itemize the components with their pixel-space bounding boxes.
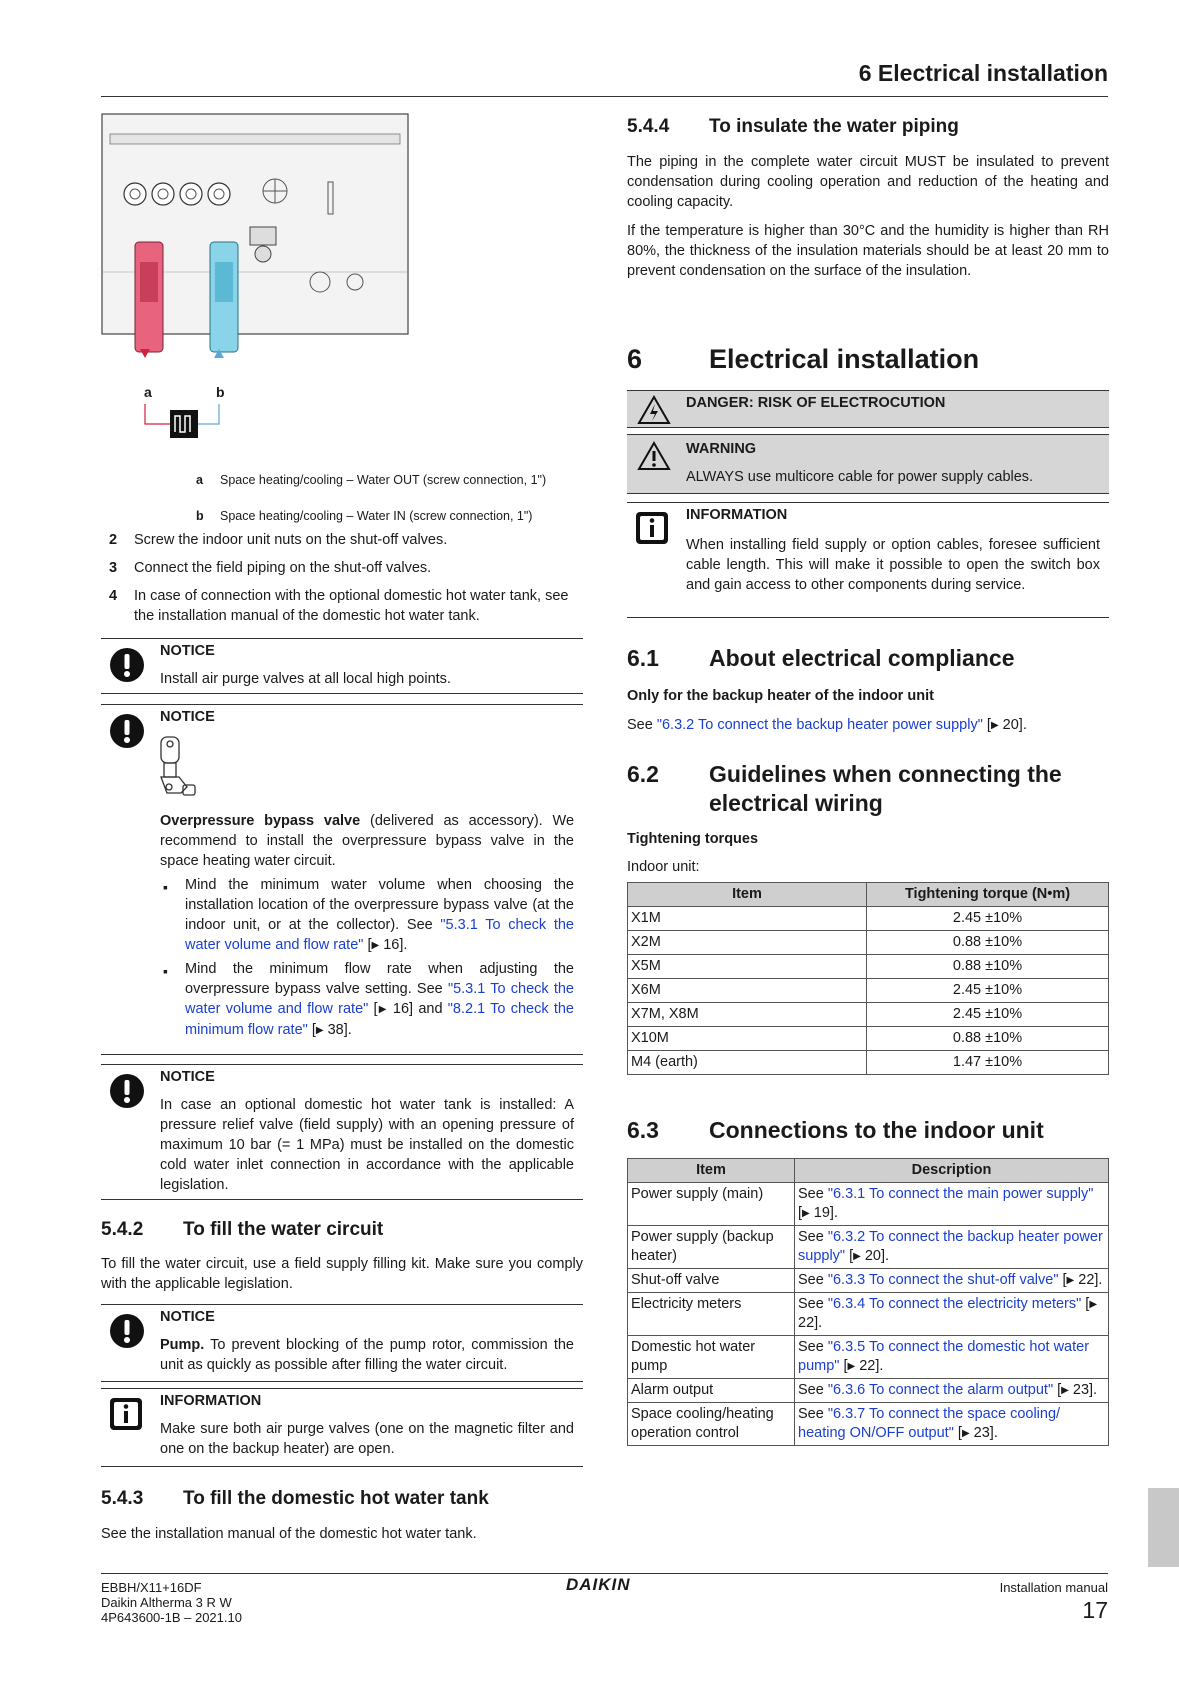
notice-text (160, 1335, 574, 1375)
notice-box (101, 638, 583, 694)
section-title: To fill the domestic hot water tank (183, 1488, 489, 1509)
column-header: Item (628, 1159, 795, 1183)
table-cell: Domestic hot water pump (628, 1336, 795, 1379)
column-header: Item (628, 883, 867, 907)
page-ref: 23]. (969, 1425, 998, 1441)
step-text: Connect the field piping on the shut-off valves. (134, 560, 432, 576)
table-row (628, 1183, 1109, 1226)
step-text: Screw the indoor unit nuts on the shut-off valves. (134, 532, 448, 548)
section-title: Connections to the indoor unit (709, 1117, 1044, 1143)
table-cell: X5M (628, 955, 867, 979)
page-ref: 22]. (1074, 1272, 1103, 1288)
notice-title: NOTICE (160, 709, 215, 725)
notice-box (101, 704, 583, 1055)
page-arrow-icon: ▶ (377, 1004, 388, 1015)
table-cell: 2.45 ±10% (867, 1003, 1109, 1027)
chapter-6-heading (627, 344, 979, 375)
table-cell: 2.45 ±10% (867, 907, 1109, 931)
link-6-3-2[interactable]: "6.3.2 To connect the backup heater power supply" (798, 1229, 1103, 1264)
table-row (628, 1051, 1109, 1075)
table-cell: 0.88 ±10% (867, 931, 1109, 955)
page-arrow-icon: ▶ (847, 1361, 856, 1372)
table-row (628, 1027, 1109, 1051)
table-row (628, 1003, 1109, 1027)
section-title: To fill the water circuit (183, 1219, 384, 1240)
warning-title: WARNING (686, 441, 757, 457)
information-box (627, 502, 1109, 618)
section-5-4-3-text: See the installation manual of the domestic hot water tank. (101, 1526, 477, 1542)
step-number: 2 (109, 532, 118, 548)
section-number: 5.4.3 (101, 1488, 144, 1509)
page-ref: 20]. (860, 1248, 890, 1264)
section-number: 6.3 (627, 1117, 659, 1143)
table-row (628, 931, 1109, 955)
link-6-3-6[interactable]: "6.3.6 To connect the alarm output" (827, 1382, 1054, 1398)
section-6-1-heading (627, 644, 1014, 673)
link-5-3-1[interactable]: "5.3.1 To check the water volume and flow rate" (185, 981, 574, 1017)
footer-product: Daikin Altherma 3 R W (101, 1595, 232, 1610)
table-row (628, 955, 1109, 979)
page-number: 17 (1082, 1597, 1108, 1623)
notice-box (101, 1304, 583, 1382)
footer-model: EBBH/X11+16DF (101, 1580, 202, 1595)
section-6-3-heading (627, 1116, 1044, 1145)
section-title: To insulate the water piping (709, 116, 959, 137)
information-box (101, 1388, 583, 1467)
step-text: In case of connection with the optional domestic hot water tank, see the installation manual of the domestic hot water tank. (134, 588, 569, 624)
link-6-3-1[interactable]: "6.3.1 To connect the main power supply" (827, 1186, 1094, 1202)
table-row (628, 1379, 1109, 1403)
footer-doc-number: 4P643600-1B – 2021.10 (101, 1610, 242, 1625)
section-6-1-text: See "6.3.2 To connect the backup heater power supply" [▶ 20]. (627, 717, 1027, 733)
bypass-valve-text (160, 811, 574, 871)
page-arrow-icon: ▶ (371, 940, 380, 951)
table-cell: See "6.3.3 To connect the shut-off valve" [▶ 22]. (795, 1269, 1109, 1293)
page-ref: 20]. (998, 717, 1027, 733)
warning-box (627, 434, 1109, 494)
bullet-2: ▪ (163, 963, 168, 979)
table-cell: X10M (628, 1027, 867, 1051)
table-cell: M4 (earth) (628, 1051, 867, 1075)
daikin-logo: DAIKIN (566, 1575, 631, 1594)
table-cell: 0.88 ±10% (867, 955, 1109, 979)
table-cell: Alarm output (628, 1379, 795, 1403)
table-cell: See "6.3.2 To connect the backup heater power supply" [▶ 20]. (795, 1226, 1109, 1269)
danger-box (627, 390, 1109, 428)
indoor-unit-diagram (100, 112, 410, 462)
table-cell: Electricity meters (628, 1293, 795, 1336)
page-ref: 38]. (323, 1022, 352, 1038)
exclamation-icon (109, 713, 145, 749)
figure-label-a: a (144, 384, 152, 400)
table-cell: See "6.3.6 To connect the alarm output" [▶ 23]. (795, 1379, 1109, 1403)
steps-list (109, 530, 584, 630)
page-ref: 16] and (387, 1001, 448, 1017)
page-ref: 16]. (379, 937, 408, 953)
info-text: When installing field supply or option cables, foresee sufficient cable length. This will make it possible to open the switch box and gain access to other components during service. (686, 537, 1100, 593)
link-6-3-4[interactable]: "6.3.4 To connect the electricity meters" (827, 1296, 1082, 1312)
page-arrow-icon: ▶ (990, 720, 999, 731)
notice-title: NOTICE (160, 1309, 215, 1325)
page-ref: 19]. (809, 1205, 838, 1221)
notice-box (101, 1064, 583, 1200)
bypass-valve-icon (157, 735, 203, 799)
chapter-number: 6 (627, 344, 643, 374)
bullet-1: ▪ (163, 879, 168, 895)
warning-icon (637, 441, 671, 471)
section-title-line: electrical wiring (709, 790, 883, 816)
info-title: INFORMATION (160, 1393, 262, 1409)
running-header: 6 Electrical installation (858, 60, 1108, 86)
section-5-4-2-heading (101, 1219, 383, 1241)
section-number: 6.1 (627, 645, 659, 671)
exclamation-icon (109, 647, 145, 683)
notice-title: NOTICE (160, 1069, 215, 1085)
page-ref: 22]. (855, 1358, 884, 1374)
header-rule (101, 96, 1108, 97)
footer-rule (101, 1573, 1108, 1574)
bypass-valve-rest: (delivered as accessory). We recommend to install the overpressure bypass valve in the space heating water circuit. (160, 813, 575, 869)
page-arrow-icon: ▶ (1066, 1275, 1075, 1286)
column-header: Tightening torque (N•m) (867, 883, 1109, 907)
torque-table (627, 882, 1109, 1075)
section-title: About electrical compliance (709, 645, 1015, 671)
table-cell: X2M (628, 931, 867, 955)
figure-legend (196, 472, 586, 532)
info-icon (109, 1397, 143, 1431)
section-5-4-4-para-1: The piping in the complete water circuit MUST be insulated to prevent condensation during cooling operation and reduction of the heating and cooling capacity. (627, 154, 1109, 210)
legend-text: Space heating/cooling – Water IN (screw connection, 1") (220, 509, 533, 523)
section-6-2-heading (627, 760, 1062, 818)
legend-key: a (196, 473, 203, 487)
page-arrow-icon: ▶ (961, 1428, 970, 1439)
page-arrow-icon: ▶ (802, 1208, 810, 1219)
tightening-torques-subheading: Tightening torques (627, 831, 759, 847)
table-cell: X1M (628, 907, 867, 931)
table-row (628, 1293, 1109, 1336)
table-cell: See "6.3.7 To connect the space cooling/ heating ON/OFF output" [▶ 23]. (795, 1403, 1109, 1446)
table-cell: Space cooling/heating operation control (628, 1403, 795, 1446)
column-header: Description (795, 1159, 1109, 1183)
table-cell: X6M (628, 979, 867, 1003)
table-cell: See "6.3.5 To connect the domestic hot water pump" [▶ 22]. (795, 1336, 1109, 1379)
side-tab (1148, 1488, 1179, 1567)
step-number: 4 (109, 588, 118, 604)
warning-text: ALWAYS use multicore cable for power supply cables. (686, 469, 1034, 485)
link-6-3-3[interactable]: "6.3.3 To connect the shut-off valve" (827, 1272, 1059, 1288)
link-6-3-7[interactable]: "6.3.7 To connect the space cooling/ heating ON/OFF output" (798, 1406, 1061, 1441)
section-5-4-3-heading (101, 1488, 489, 1510)
table-row (628, 1336, 1109, 1379)
bullet-2-pre: Mind the minimum flow rate when adjusting the overpressure bypass valve setting. See (185, 961, 574, 997)
exclamation-icon (109, 1313, 145, 1349)
link-5-3-1[interactable]: "5.3.1 To check the water volume and flow rate" (185, 917, 574, 953)
danger-title: DANGER: RISK OF ELECTROCUTION (686, 395, 946, 411)
info-title: INFORMATION (686, 507, 788, 523)
table-row (628, 1269, 1109, 1293)
section-5-4-4-heading (627, 116, 959, 138)
link-6-3-5[interactable]: "6.3.5 To connect the domestic hot water pump" (798, 1339, 1090, 1374)
table-row (628, 1403, 1109, 1446)
table-cell: 1.47 ±10% (867, 1051, 1109, 1075)
notice-text: In case an optional domestic hot water tank is installed: A pressure relief valve (field supply) with an opening pressure of maximum 10 bar (= 1 MPa) must be installed on the domestic cold water inlet connection in accordance with the applicable legislation. (160, 1097, 574, 1193)
step-number: 3 (109, 560, 118, 576)
page-arrow-icon: ▶ (315, 1025, 324, 1036)
bullet-2-text: Mind the minimum flow rate when adjusting the overpressure bypass valve setting. See "5.3.1 To check the water volume and flow rate" [▶ 16] and "8.2.1 To check the minimum flow rate" [▶ 38]. (185, 961, 574, 1038)
figure-label-b: b (216, 384, 225, 400)
pump-text: To prevent blocking of the pump rotor, commission the unit as quickly as possible after filling the water circuit. (160, 1337, 574, 1373)
link-8-2-1[interactable]: "8.2.1 To check the minimum flow rate" (185, 1001, 574, 1038)
bypass-valve-bold: Overpressure bypass valve (160, 813, 361, 829)
page-arrow-icon: ▶ (1061, 1385, 1069, 1396)
exclamation-icon (109, 1073, 145, 1109)
footer-manual-type: Installation manual (999, 1580, 1108, 1595)
legend-text: Space heating/cooling – Water OUT (screw connection, 1") (220, 473, 547, 487)
section-title-line: Guidelines when connecting the (709, 761, 1062, 787)
section-5-4-4-para-2: If the temperature is higher than 30°C and the humidity is higher than RH 80%, the thickness of the insulation materials should be at least 20 mm to prevent condensation on the surface of the insulation. (627, 223, 1109, 279)
table-cell: Power supply (backup heater) (628, 1226, 795, 1269)
chapter-title: Electrical installation (709, 344, 980, 374)
electrocution-warning-icon (637, 395, 671, 425)
notice-title: NOTICE (160, 643, 215, 659)
section-number: 6.2 (627, 761, 659, 787)
table-cell: X7M, X8M (628, 1003, 867, 1027)
piping-figure (100, 112, 410, 462)
table-cell: 0.88 ±10% (867, 1027, 1109, 1051)
section-5-4-2-text: To fill the water circuit, use a field supply filling kit. Make sure you comply with the applicable legislation. (101, 1256, 583, 1292)
table-cell: See "6.3.4 To connect the electricity meters" [▶ 22]. (795, 1293, 1109, 1336)
table-cell: See "6.3.1 To connect the main power supply" [▶ 19]. (795, 1183, 1109, 1226)
page-arrow-icon: ▶ (853, 1251, 861, 1262)
section-number: 5.4.4 (627, 116, 670, 137)
page-ref: 22]. (798, 1315, 823, 1331)
bullet-1-pre: Mind the minimum water volume when choosing the installation location of the overpressure bypass valve (at the indoor unit, or at the collector). See (185, 877, 574, 933)
pump-bold: Pump. (160, 1337, 205, 1353)
section-title (709, 760, 1062, 818)
see-text: See (627, 717, 657, 733)
page-arrow-icon: ▶ (1089, 1299, 1098, 1310)
table-cell: Shut-off valve (628, 1269, 795, 1293)
page-ref: 23]. (1068, 1382, 1098, 1398)
indoor-unit-label: Indoor unit: (627, 859, 700, 875)
notice-text: Install air purge valves at all local high points. (160, 671, 451, 687)
info-icon (635, 511, 669, 545)
section-number: 5.4.2 (101, 1219, 144, 1240)
bullet-1-text: Mind the minimum water volume when choosing the installation location of the overpressure bypass valve (at the indoor unit, or at the collector). See "5.3.1 To check the water volume and flow rate" [▶ 16]. (185, 877, 574, 953)
legend-key: b (196, 509, 204, 523)
table-row (628, 1226, 1109, 1269)
table-header-row (628, 1159, 1109, 1183)
link-6-3-2[interactable]: "6.3.2 To connect the backup heater power supply" (656, 717, 983, 733)
connections-table (627, 1158, 1109, 1446)
table-cell: Power supply (main) (628, 1183, 795, 1226)
footer-doc-info (101, 1580, 242, 1625)
info-text: Make sure both air purge valves (one on the magnetic filter and one on the backup heater) are open. (160, 1421, 574, 1457)
table-row (628, 979, 1109, 1003)
section-6-1-subheading: Only for the backup heater of the indoor unit (627, 688, 934, 704)
table-cell: 2.45 ±10% (867, 979, 1109, 1003)
table-row (628, 907, 1109, 931)
table-header-row (628, 883, 1109, 907)
